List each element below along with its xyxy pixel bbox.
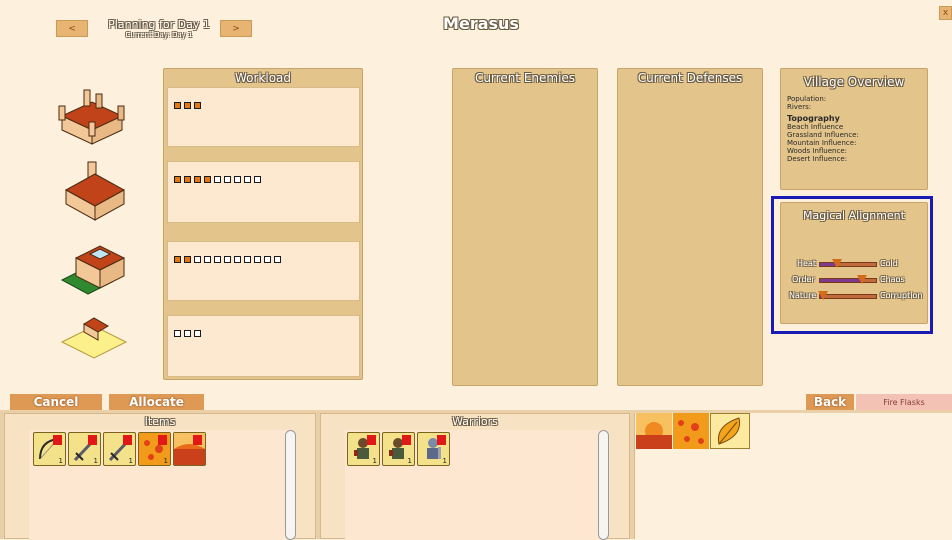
item-tag bbox=[53, 435, 62, 445]
items-scrollbar[interactable] bbox=[285, 430, 296, 540]
workload-square-empty[interactable] bbox=[254, 256, 261, 263]
slider-right-label: Corruption bbox=[880, 291, 923, 300]
alignment-slider-heat-cold[interactable] bbox=[781, 259, 941, 271]
warrior-slot-1[interactable] bbox=[347, 432, 380, 466]
workload-square-filled[interactable] bbox=[204, 176, 211, 183]
item-slot-sword-2[interactable] bbox=[103, 432, 136, 466]
item-slot-sunset-scroll[interactable] bbox=[173, 432, 206, 466]
fire-field-icon bbox=[673, 413, 709, 449]
magical-alignment-panel bbox=[780, 202, 928, 324]
field-icon bbox=[60, 314, 128, 364]
workload-square-filled[interactable] bbox=[194, 176, 201, 183]
workload-squares bbox=[174, 168, 264, 187]
item-count: 1 bbox=[93, 457, 98, 465]
workload-row-house[interactable] bbox=[167, 161, 360, 223]
flame-leaf-icon bbox=[711, 414, 749, 448]
workload-square-filled[interactable] bbox=[174, 256, 181, 263]
workload-squares bbox=[174, 248, 284, 267]
influence-mountain: Mountain Influence: bbox=[787, 139, 857, 147]
fire-flasks-tab[interactable]: Fire Flasks bbox=[856, 394, 952, 410]
slider-handle[interactable] bbox=[832, 259, 842, 268]
slider-right-label: Cold bbox=[880, 259, 898, 268]
workload-square-filled[interactable] bbox=[194, 102, 201, 109]
warrior-tag bbox=[367, 435, 376, 445]
workload-panel bbox=[163, 68, 363, 380]
workload-squares bbox=[174, 94, 204, 113]
planning-header bbox=[100, 18, 218, 46]
workload-square-empty[interactable] bbox=[174, 330, 181, 337]
item-slot-bow[interactable] bbox=[33, 432, 66, 466]
effects-panel bbox=[634, 413, 952, 539]
current-defenses-panel bbox=[617, 68, 763, 386]
workload-square-empty[interactable] bbox=[244, 256, 251, 263]
influence-grassland: Grassland Influence: bbox=[787, 131, 859, 139]
slider-track[interactable] bbox=[819, 294, 877, 299]
warriors-title: Warriors bbox=[452, 415, 498, 428]
slider-left-label: Nature bbox=[789, 291, 817, 300]
influence-beach: Beach Influence bbox=[787, 123, 844, 131]
workload-square-filled[interactable] bbox=[184, 102, 191, 109]
slider-handle[interactable] bbox=[857, 275, 867, 284]
workload-title: Workload bbox=[234, 71, 292, 85]
current-enemies-panel bbox=[452, 68, 598, 386]
workload-square-filled[interactable] bbox=[184, 176, 191, 183]
items-panel bbox=[4, 413, 316, 539]
workload-square-empty[interactable] bbox=[244, 176, 251, 183]
allocate-button[interactable]: Allocate bbox=[109, 394, 204, 410]
current-day-label: Current Day: Day 1 bbox=[125, 31, 193, 39]
topography-heading: Topography bbox=[787, 114, 840, 123]
workload-square-empty[interactable] bbox=[194, 256, 201, 263]
item-count: 1 bbox=[58, 457, 63, 465]
warriors-scrollbar[interactable] bbox=[598, 430, 609, 540]
castle-icon bbox=[56, 88, 128, 148]
magical-alignment-title: Magical Alignment bbox=[803, 209, 905, 222]
warrior-count: 1 bbox=[407, 457, 412, 465]
influence-woods: Woods Influence: bbox=[787, 147, 847, 155]
warrior-count: 1 bbox=[442, 457, 447, 465]
items-slots bbox=[33, 432, 213, 468]
village-overview-title: Village Overview bbox=[803, 75, 905, 89]
warrior-tag bbox=[437, 435, 446, 445]
workload-row-field[interactable] bbox=[167, 315, 360, 377]
slider-left-label: Heat bbox=[797, 259, 816, 268]
warrior-slot-3[interactable] bbox=[417, 432, 450, 466]
rivers-label: Rivers: bbox=[787, 103, 812, 111]
next-day-button[interactable]: > bbox=[220, 20, 252, 37]
workload-square-empty[interactable] bbox=[224, 176, 231, 183]
slider-left-label: Order bbox=[792, 275, 815, 284]
item-tag bbox=[88, 435, 97, 445]
village-overview-panel bbox=[780, 68, 928, 190]
workload-square-empty[interactable] bbox=[184, 330, 191, 337]
item-slot-fire-flask[interactable] bbox=[138, 432, 171, 466]
alignment-slider-nature-corruption[interactable] bbox=[781, 291, 941, 303]
slider-right-label: Chaos bbox=[880, 275, 905, 284]
village-name: Merasus bbox=[443, 14, 519, 33]
workload-row-farm[interactable] bbox=[167, 241, 360, 301]
items-title: Items bbox=[144, 415, 176, 428]
workload-square-filled[interactable] bbox=[184, 256, 191, 263]
house-icon bbox=[62, 158, 128, 222]
effect-slot-sunset[interactable] bbox=[636, 413, 672, 449]
item-tag bbox=[123, 435, 132, 445]
back-button[interactable]: Back bbox=[806, 394, 854, 410]
warrior-tag bbox=[402, 435, 411, 445]
planning-title: Planning for Day 1 bbox=[108, 18, 210, 31]
item-tag bbox=[193, 435, 202, 445]
workload-square-empty[interactable] bbox=[264, 256, 271, 263]
item-count: 1 bbox=[163, 457, 168, 465]
item-tag bbox=[158, 435, 167, 445]
prev-day-button[interactable]: < bbox=[56, 20, 88, 37]
workload-square-empty[interactable] bbox=[214, 176, 221, 183]
effect-slot-flame-leaf[interactable] bbox=[710, 413, 750, 449]
workload-row-castle[interactable] bbox=[167, 87, 360, 147]
warrior-slot-2[interactable] bbox=[382, 432, 415, 466]
workload-square-filled[interactable] bbox=[174, 102, 181, 109]
workload-square-empty[interactable] bbox=[254, 176, 261, 183]
workload-square-filled[interactable] bbox=[174, 176, 181, 183]
sunset-icon bbox=[636, 413, 672, 449]
warriors-slots bbox=[347, 432, 457, 468]
warriors-panel bbox=[320, 413, 630, 539]
alignment-slider-order-chaos[interactable] bbox=[781, 275, 941, 287]
workload-square-empty[interactable] bbox=[234, 256, 241, 263]
close-button[interactable]: x bbox=[939, 6, 952, 20]
slider-handle[interactable] bbox=[818, 291, 828, 300]
current-defenses-title: Current Defenses bbox=[637, 71, 743, 85]
workload-squares bbox=[174, 322, 204, 341]
farm-icon bbox=[60, 236, 128, 300]
workload-square-empty[interactable] bbox=[234, 176, 241, 183]
cancel-button[interactable]: Cancel bbox=[10, 394, 102, 410]
slider-track[interactable] bbox=[819, 262, 877, 267]
workload-square-empty[interactable] bbox=[214, 256, 221, 263]
workload-square-empty[interactable] bbox=[194, 330, 201, 337]
item-count: 1 bbox=[128, 457, 133, 465]
population-label: Population: bbox=[787, 95, 827, 103]
influence-desert: Desert Influence: bbox=[787, 155, 848, 163]
workload-square-empty[interactable] bbox=[204, 256, 211, 263]
current-enemies-title: Current Enemies bbox=[474, 71, 576, 85]
slider-track[interactable] bbox=[819, 278, 877, 283]
warrior-count: 1 bbox=[372, 457, 377, 465]
item-slot-sword-1[interactable] bbox=[68, 432, 101, 466]
effect-slot-fire-field[interactable] bbox=[673, 413, 709, 449]
workload-square-empty[interactable] bbox=[224, 256, 231, 263]
workload-square-empty[interactable] bbox=[274, 256, 281, 263]
